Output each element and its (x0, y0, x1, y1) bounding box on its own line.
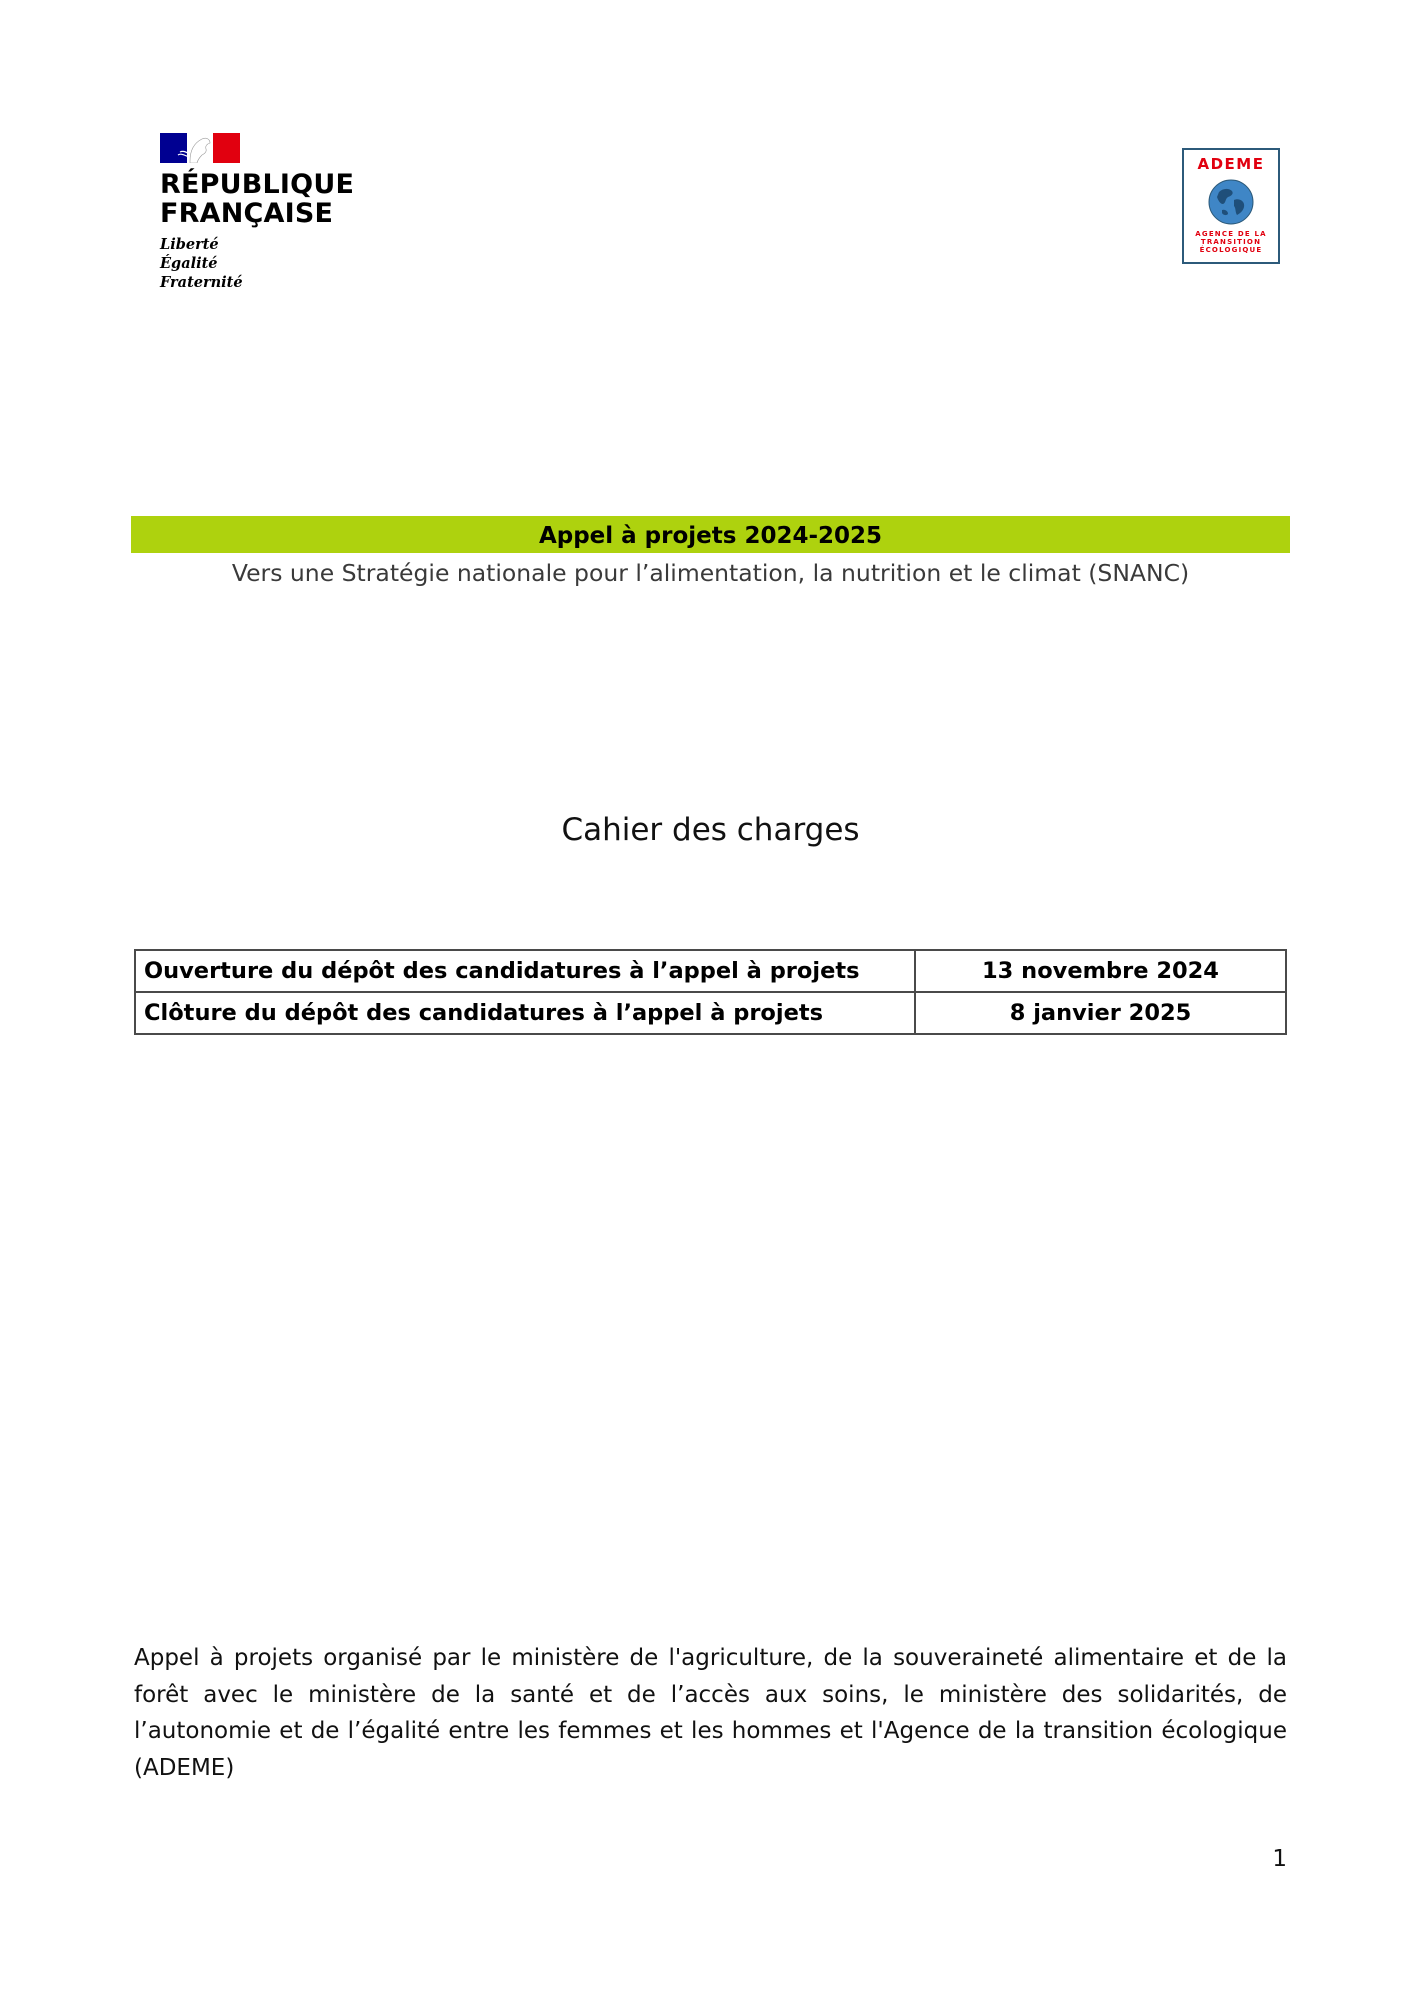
opening-date-value: 13 novembre 2024 (915, 950, 1286, 992)
marianne-flag-icon (160, 133, 240, 163)
motto-liberte: Liberté (160, 236, 219, 253)
ademe-sub-line-2: TRANSITION (1200, 238, 1262, 246)
motto-egalite: Égalité (160, 255, 218, 272)
globe-icon (1207, 178, 1255, 226)
closing-date-label: Clôture du dépôt des candidatures à l’appel à projets (135, 992, 915, 1034)
table-row (135, 950, 1286, 992)
motto-fraternite: Fraternité (160, 274, 243, 291)
ademe-sub-line-1: AGENCE DE LA (1195, 230, 1267, 238)
republique-francaise-logo (160, 133, 390, 292)
table-row (135, 992, 1286, 1034)
ademe-logo (1182, 148, 1280, 264)
closing-date-value: 8 janvier 2025 (915, 992, 1286, 1034)
opening-date-label: Ouverture du dépôt des candidatures à l’appel à projets (135, 950, 915, 992)
dates-table (134, 949, 1287, 1035)
republique-name-line-1: RÉPUBLIQUE (160, 169, 355, 200)
banner-subtitle: Vers une Stratégie nationale pour l’alimentation, la nutrition et le climat (SNANC) (231, 559, 1190, 587)
ademe-sub-line-3: ÉCOLOGIQUE (1199, 246, 1263, 254)
page-number: 1 (1272, 1846, 1287, 1872)
ademe-logo-title: ADEME (1197, 155, 1265, 173)
republique-name-line-2: FRANÇAISE (160, 198, 334, 229)
call-for-projects-banner: Appel à projets 2024-2025 (131, 516, 1290, 553)
document-title: Cahier des charges (561, 812, 860, 848)
organizers-paragraph: Appel à projets organisé par le ministère de l'agriculture, de la souveraineté alimentaire et de la forêt avec le ministère de la santé et de l’accès aux soins, le ministère des solidarités, de l’autonomie et de l’égalité entre les femmes et les hommes et l'Agence de la transition écologique (ADEME) (134, 1645, 1287, 1781)
